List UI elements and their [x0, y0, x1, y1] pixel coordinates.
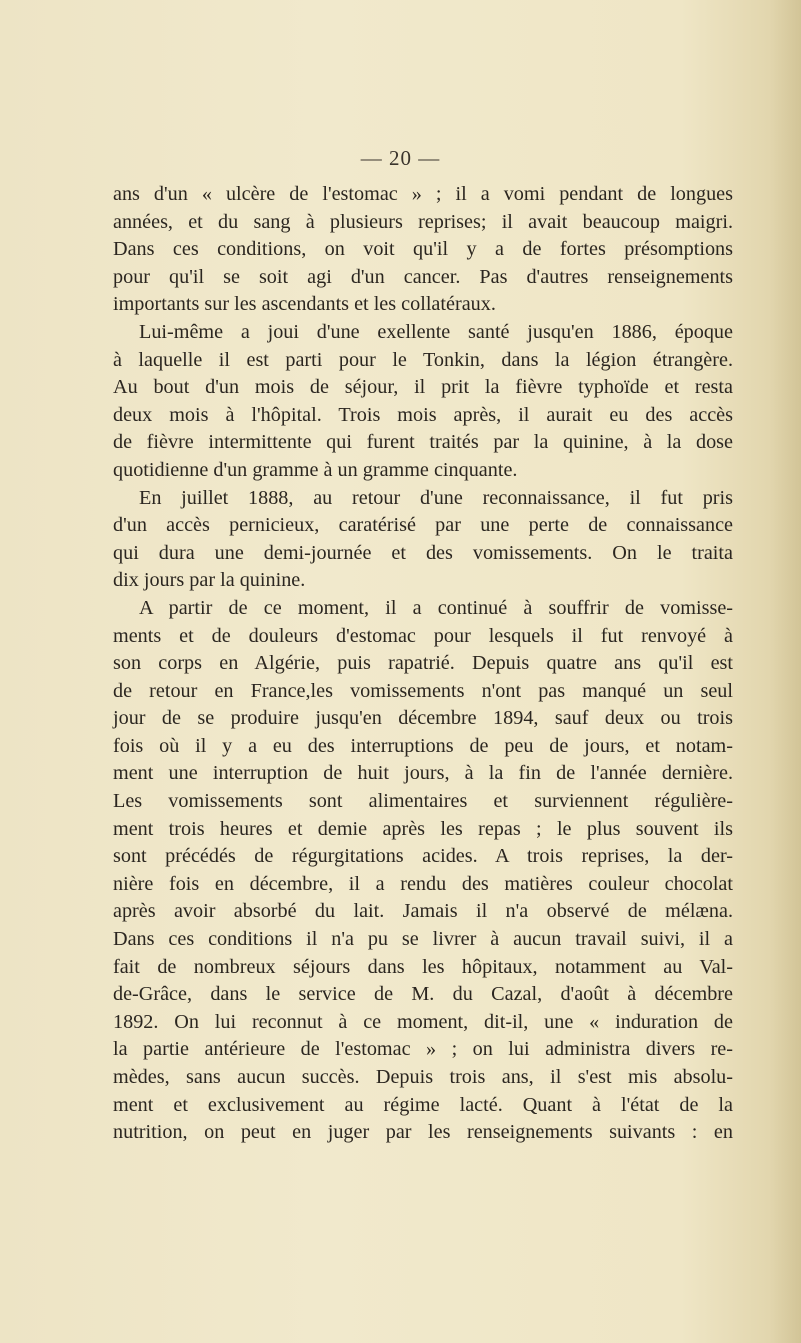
text-line: sont précédés de régurgitations acides. A trois reprises, la der- — [113, 845, 733, 868]
text-line: de fièvre intermittente qui furent traités par la quinine, à la dose — [113, 431, 733, 454]
text-line: Dans ces conditions il n'a pu se livrer à aucun travail suivi, il a — [113, 928, 733, 951]
text-line: A partir de ce moment, il a continué à souffrir de vomisse- — [139, 596, 733, 619]
page-number: — 20 — — [360, 146, 441, 170]
text-line: dix jours par la quinine. — [113, 569, 306, 592]
text-line: nière fois en décembre, il a rendu des matières couleur chocolat — [113, 872, 733, 895]
text-line: fois où il y a eu des interruptions de peu de jours, et notam- — [113, 734, 733, 757]
text-line: Les vomissements sont alimentaires et surviennent régulière- — [113, 790, 733, 813]
text-line: ments et de douleurs d'estomac pour lesquels il fut renvoyé à — [113, 624, 733, 647]
text-line: ans d'un « ulcère de l'estomac » ; il a vomi pendant de longues — [113, 183, 733, 205]
text-line: mèdes, sans aucun succès. Depuis trois ans, il s'est mis absolu- — [113, 1066, 733, 1088]
text-line: à laquelle il est parti pour le Tonkin, dans la légion étrangère. — [113, 348, 733, 371]
text-line: Dans ces conditions, on voit qu'il y a de fortes présomptions — [113, 238, 733, 261]
text-line: ment et exclusivement au régime lacté. Quant à l'état de la — [113, 1093, 733, 1116]
text-line: ment une interruption de huit jours, à la fin de l'année dernière. — [113, 762, 733, 785]
body-text — [113, 181, 733, 1147]
text-line: deux mois à l'hôpital. Trois mois après, il aurait eu des accès — [113, 403, 733, 426]
text-line: importants sur les ascendants et les collatéraux. — [113, 293, 496, 316]
text-line: quotidienne d'un gramme à un gramme cinquante. — [113, 458, 518, 481]
text-line: 1892. On lui reconnut à ce moment, dit-il, une « induration de — [113, 1010, 733, 1033]
text-line: nutrition, on peut en juger par les renseignements suivants : en — [113, 1121, 733, 1144]
text-line: après avoir absorbé du lait. Jamais il n'a observé de mélæna. — [113, 900, 733, 923]
text-line: Au bout d'un mois de séjour, il prit la fièvre typhoïde et resta — [113, 376, 733, 399]
text-line: années, et du sang à plusieurs reprises; il avait beaucoup maigri. — [113, 210, 733, 233]
text-line: pour qu'il se soit agi d'un cancer. Pas d'autres renseignements — [113, 265, 733, 288]
text-line: En juillet 1888, au retour d'une reconnaissance, il fut pris — [139, 486, 733, 509]
text-line: son corps en Algérie, puis rapatrié. Depuis quatre ans qu'il est — [113, 652, 733, 675]
text-line: la partie antérieure de l'estomac » ; on lui administra divers re- — [113, 1038, 733, 1061]
text-line: de-Grâce, dans le service de M. du Cazal, d'août à décembre — [113, 983, 733, 1006]
text-line: ment trois heures et demie après les repas ; le plus souvent ils — [113, 817, 733, 840]
text-line: de retour en France,les vomissements n'ont pas manqué un seul — [113, 679, 733, 702]
text-line: Lui-même a joui d'une exellente santé jusqu'en 1886, époque — [139, 320, 733, 343]
text-line: jour de se produire jusqu'en décembre 1894, sauf deux ou trois — [113, 707, 733, 730]
text-line: d'un accès pernicieux, caratérisé par une perte de connaissance — [113, 514, 733, 537]
text-line: fait de nombreux séjours dans les hôpitaux, notamment au Val- — [113, 955, 733, 978]
text-line: qui dura une demi-journée et des vomissements. On le traita — [113, 541, 733, 564]
